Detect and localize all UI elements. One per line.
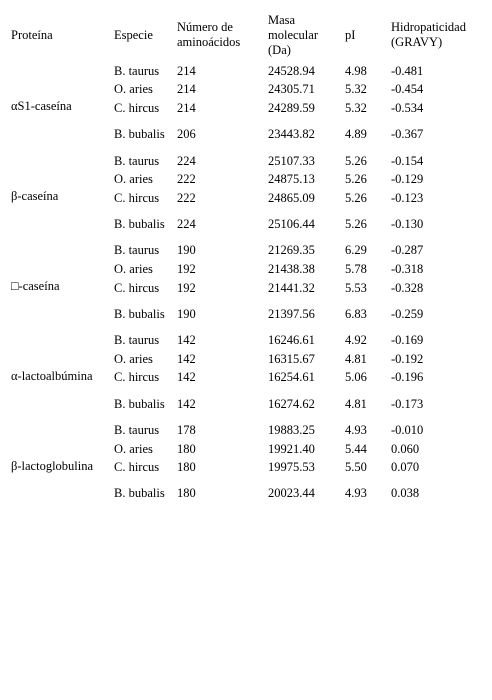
- gravy-cell: 0.060: [391, 441, 420, 456]
- pi-cell: 5.26: [345, 190, 367, 205]
- protein-name-cell: α-lactoalbúmina: [11, 368, 93, 383]
- species-cell: B. taurus: [114, 333, 160, 348]
- species-cell: B. taurus: [114, 63, 160, 78]
- header-pi: pI: [345, 27, 356, 42]
- protein-name-cell: αS1-caseína: [11, 99, 72, 114]
- molecular-mass-cell: 24875.13: [268, 172, 315, 187]
- species-cell: O. aries: [114, 82, 153, 97]
- amino-acids-cell: 180: [177, 460, 196, 475]
- header-protein: Proteína: [11, 27, 53, 42]
- gravy-cell: -0.169: [391, 333, 424, 348]
- protein-name-cell: β-lactoglobulina: [11, 458, 94, 473]
- table-row: [8, 62, 483, 81]
- molecular-mass-cell: 24305.71: [268, 82, 315, 97]
- molecular-mass-cell: 19921.40: [268, 441, 315, 456]
- pi-cell: 5.50: [345, 460, 367, 475]
- protein-name-cell: β-caseína: [11, 189, 59, 204]
- molecular-mass-cell: 16274.62: [268, 396, 315, 411]
- header-species: Especie: [114, 27, 153, 42]
- gravy-cell: 0.070: [391, 460, 420, 475]
- table-row: [8, 242, 483, 261]
- molecular-mass-cell: 21397.56: [268, 306, 315, 321]
- species-cell: O. aries: [114, 351, 153, 366]
- species-cell: B. bubalis: [114, 486, 165, 501]
- pi-cell: 4.81: [345, 351, 367, 366]
- amino-acids-cell: 142: [177, 370, 196, 385]
- molecular-mass-cell: 24289.59: [268, 100, 315, 115]
- gravy-cell: 0.038: [391, 486, 420, 501]
- amino-acids-cell: 214: [177, 63, 196, 78]
- molecular-mass-cell: 21269.35: [268, 243, 315, 258]
- gravy-cell: -0.534: [391, 100, 424, 115]
- gravy-cell: -0.454: [391, 82, 424, 97]
- molecular-mass-cell: 25107.33: [268, 153, 315, 168]
- pi-cell: 5.32: [345, 82, 367, 97]
- gravy-cell: -0.129: [391, 172, 424, 187]
- header-molecular-mass: Masa molecular (Da): [268, 12, 318, 57]
- pi-cell: 4.89: [345, 127, 367, 142]
- pi-cell: 5.26: [345, 153, 367, 168]
- gravy-cell: -0.196: [391, 370, 424, 385]
- protein-name-cell: □-caseína: [11, 278, 60, 293]
- pi-cell: 5.78: [345, 261, 367, 276]
- pi-cell: 5.32: [345, 100, 367, 115]
- amino-acids-cell: 214: [177, 100, 196, 115]
- amino-acids-cell: 190: [177, 243, 196, 258]
- pi-cell: 4.98: [345, 63, 367, 78]
- table-body: [8, 62, 483, 511]
- pi-cell: 4.92: [345, 333, 367, 348]
- protein-properties-table: [8, 8, 483, 511]
- gravy-cell: -0.173: [391, 396, 424, 411]
- pi-cell: 5.26: [345, 217, 367, 232]
- amino-acids-cell: 142: [177, 351, 196, 366]
- species-cell: O. aries: [114, 441, 153, 456]
- molecular-mass-cell: 23443.82: [268, 127, 315, 142]
- species-cell: B. bubalis: [114, 127, 165, 142]
- molecular-mass-cell: 19883.25: [268, 422, 315, 437]
- molecular-mass-cell: 20023.44: [268, 486, 315, 501]
- header-amino-acids: Número de aminoácidos: [177, 20, 241, 49]
- table-header: [8, 8, 483, 62]
- amino-acids-cell: 206: [177, 127, 196, 142]
- species-cell: C. hircus: [114, 100, 160, 115]
- species-cell: B. taurus: [114, 243, 160, 258]
- pi-cell: 6.83: [345, 306, 367, 321]
- species-cell: B. taurus: [114, 153, 160, 168]
- pi-cell: 5.53: [345, 280, 367, 295]
- header-row: [8, 8, 483, 62]
- molecular-mass-cell: 24865.09: [268, 190, 315, 205]
- gravy-cell: -0.130: [391, 217, 424, 232]
- gravy-cell: -0.123: [391, 190, 424, 205]
- molecular-mass-cell: 21438.38: [268, 261, 315, 276]
- molecular-mass-cell: 16254.61: [268, 370, 315, 385]
- gravy-cell: -0.328: [391, 280, 424, 295]
- amino-acids-cell: 142: [177, 333, 196, 348]
- molecular-mass-cell: 16246.61: [268, 333, 315, 348]
- pi-cell: 4.93: [345, 422, 367, 437]
- pi-cell: 4.81: [345, 396, 367, 411]
- species-cell: B. bubalis: [114, 396, 165, 411]
- table-row: [8, 152, 483, 171]
- amino-acids-cell: 180: [177, 486, 196, 501]
- gravy-cell: -0.287: [391, 243, 424, 258]
- species-cell: C. hircus: [114, 190, 160, 205]
- amino-acids-cell: 178: [177, 422, 196, 437]
- species-cell: C. hircus: [114, 280, 160, 295]
- amino-acids-cell: 142: [177, 396, 196, 411]
- species-cell: C. hircus: [114, 370, 160, 385]
- species-cell: O. aries: [114, 172, 153, 187]
- species-cell: O. aries: [114, 261, 153, 276]
- species-cell: C. hircus: [114, 460, 160, 475]
- gravy-cell: -0.192: [391, 351, 424, 366]
- gravy-cell: -0.367: [391, 127, 424, 142]
- amino-acids-cell: 192: [177, 261, 196, 276]
- amino-acids-cell: 190: [177, 306, 196, 321]
- molecular-mass-cell: 16315.67: [268, 351, 315, 366]
- molecular-mass-cell: 24528.94: [268, 63, 315, 78]
- amino-acids-cell: 224: [177, 153, 196, 168]
- gravy-cell: -0.154: [391, 153, 424, 168]
- amino-acids-cell: 222: [177, 172, 196, 187]
- pi-cell: 5.06: [345, 370, 367, 385]
- pi-cell: 4.93: [345, 486, 367, 501]
- gravy-cell: -0.318: [391, 261, 424, 276]
- pi-cell: 5.44: [345, 441, 367, 456]
- molecular-mass-cell: 25106.44: [268, 217, 315, 232]
- amino-acids-cell: 222: [177, 190, 196, 205]
- species-cell: B. bubalis: [114, 217, 165, 232]
- header-gravy: Hidropaticidad (GRAVY): [391, 20, 466, 49]
- gravy-cell: -0.259: [391, 306, 424, 321]
- pi-cell: 6.29: [345, 243, 367, 258]
- gravy-cell: -0.010: [391, 422, 424, 437]
- amino-acids-cell: 192: [177, 280, 196, 295]
- amino-acids-cell: 214: [177, 82, 196, 97]
- amino-acids-cell: 224: [177, 217, 196, 232]
- molecular-mass-cell: 21441.32: [268, 280, 315, 295]
- species-cell: B. bubalis: [114, 306, 165, 321]
- molecular-mass-cell: 19975.53: [268, 460, 315, 475]
- species-cell: B. taurus: [114, 422, 160, 437]
- table-row: [8, 421, 483, 440]
- gravy-cell: -0.481: [391, 63, 424, 78]
- amino-acids-cell: 180: [177, 441, 196, 456]
- table-row: [8, 331, 483, 350]
- pi-cell: 5.26: [345, 172, 367, 187]
